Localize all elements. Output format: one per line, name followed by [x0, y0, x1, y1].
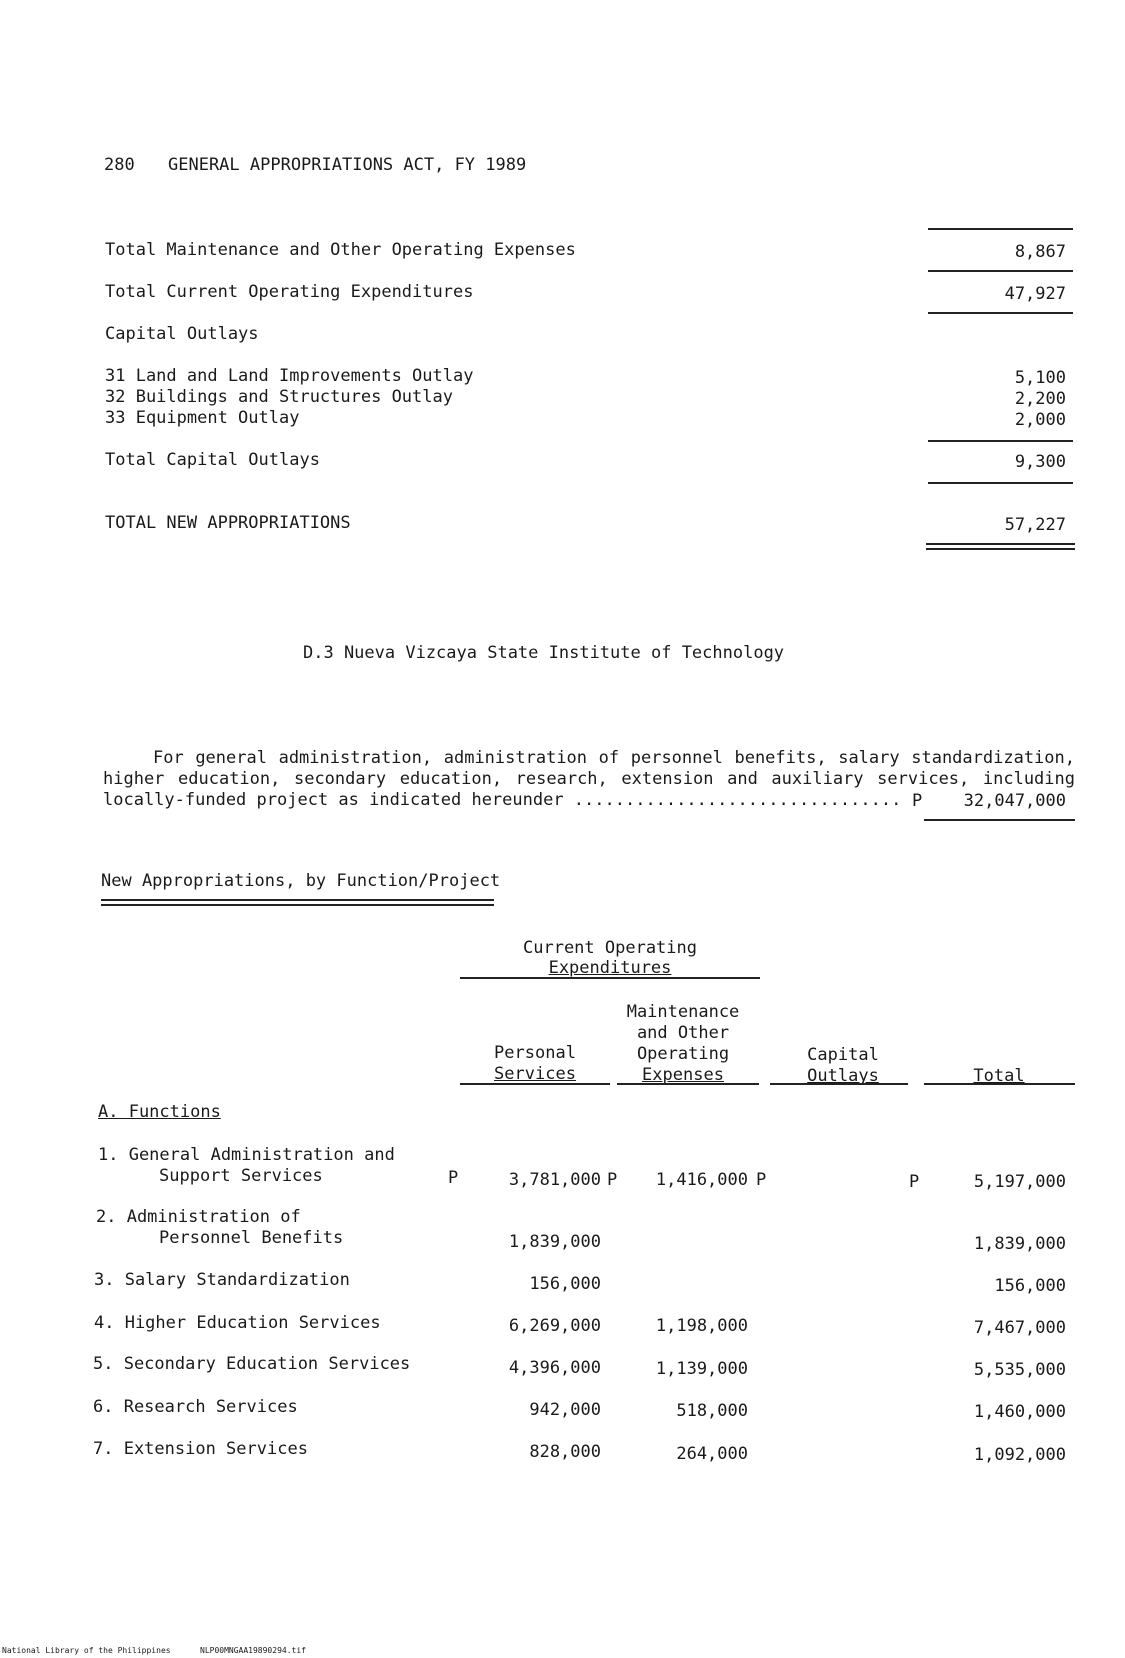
- peso-sign: P: [448, 1168, 459, 1188]
- section-amount: 32,047,000: [963, 791, 1066, 811]
- mooe-value: 264,000: [676, 1444, 748, 1464]
- page-header-title: GENERAL APPROPRIATIONS ACT, FY 1989: [168, 155, 527, 175]
- capital-item-value: 2,000: [1014, 410, 1066, 430]
- group-header-line1: Current Operating: [523, 938, 697, 958]
- row-label-line1: 1. General Administration and: [98, 1145, 395, 1165]
- rule: [460, 977, 760, 979]
- rule: [460, 1083, 610, 1085]
- peso-sign: P: [909, 1172, 920, 1192]
- col-total: Total: [973, 1066, 1025, 1086]
- peso-sign: P: [607, 1170, 618, 1190]
- total-value: 1,839,000: [973, 1234, 1066, 1254]
- total-new-appropriations-value: 57,227: [1004, 515, 1066, 535]
- capital-outlays-heading: Capital Outlays: [105, 324, 259, 344]
- section-paragraph: [103, 748, 1075, 811]
- col-ps-line2: Services: [494, 1064, 576, 1084]
- col-mooe-line2: and Other: [636, 1023, 730, 1043]
- total-new-appropriations-label: TOTAL NEW APPROPRIATIONS: [105, 513, 351, 533]
- capital-item-label: 31 Land and Land Improvements Outlay: [105, 366, 474, 386]
- double-rule: [926, 543, 1075, 550]
- ps-value: 3,781,000: [508, 1170, 601, 1190]
- functions-label: A. Functions: [98, 1102, 221, 1122]
- paragraph-text: For general administration, administration of personnel benefits, salary standardization, higher education, secondary education, research, extension and auxiliary services, including locally-funded project as indicated hereunder ................................: [103, 748, 1075, 810]
- mooe-value: 1,198,000: [655, 1316, 748, 1336]
- total-capital-value: 9,300: [1014, 452, 1066, 472]
- capital-item-label: 33 Equipment Outlay: [105, 408, 300, 428]
- row-label-line1: 2. Administration of: [96, 1207, 301, 1227]
- mooe-value: 518,000: [676, 1401, 748, 1421]
- total-value: 5,535,000: [973, 1360, 1066, 1380]
- total-value: 5,197,000: [973, 1172, 1066, 1192]
- row-label-line1: 5. Secondary Education Services: [93, 1354, 411, 1374]
- footer-library: National Library of the Philippines: [2, 1646, 171, 1655]
- total-mooe-label: Total Maintenance and Other Operating Expenses: [105, 240, 576, 260]
- section-title: D.3 Nueva Vizcaya State Institute of Technology: [303, 643, 785, 663]
- col-co-line1: Capital: [807, 1045, 879, 1065]
- row-label-line1: 7. Extension Services: [93, 1439, 308, 1459]
- rule: [924, 819, 1075, 821]
- total-capital-label: Total Capital Outlays: [105, 450, 320, 470]
- col-mooe-line4: Expenses: [642, 1065, 724, 1085]
- total-current-opex-label: Total Current Operating Expenditures: [105, 282, 474, 302]
- row-label-line1: 4. Higher Education Services: [94, 1313, 381, 1333]
- mooe-value: 1,416,000: [655, 1170, 748, 1190]
- page-number: 280: [104, 155, 135, 175]
- capital-item-value: 5,100: [1014, 368, 1066, 388]
- total-mooe-value: 8,867: [1014, 242, 1066, 262]
- capital-item-label: 32 Buildings and Structures Outlay: [105, 387, 453, 407]
- total-value: 7,467,000: [973, 1318, 1066, 1338]
- rule: [928, 228, 1073, 230]
- table-heading: New Appropriations, by Function/Project: [101, 871, 501, 891]
- rule: [617, 1083, 759, 1085]
- col-ps-line1: Personal: [494, 1043, 576, 1063]
- ps-value: 828,000: [529, 1442, 601, 1462]
- footer-file: NLP00MNGAA19890294.tif: [200, 1646, 306, 1655]
- row-label-line2: Personnel Benefits: [159, 1228, 344, 1248]
- ps-value: 6,269,000: [508, 1316, 601, 1336]
- ps-value: 156,000: [529, 1274, 601, 1294]
- rule: [928, 270, 1073, 272]
- total-value: 156,000: [994, 1276, 1066, 1296]
- peso-sign: P: [756, 1170, 767, 1190]
- rule: [928, 440, 1073, 442]
- total-current-opex-value: 47,927: [1004, 284, 1066, 304]
- group-header-line2: Expenditures: [548, 958, 672, 978]
- row-label-line2: Support Services: [159, 1166, 323, 1186]
- total-value: 1,092,000: [973, 1445, 1066, 1465]
- rule: [770, 1083, 908, 1085]
- total-value: 1,460,000: [973, 1402, 1066, 1422]
- rule: [924, 1083, 1075, 1085]
- rule: [928, 482, 1073, 484]
- col-mooe-line1: Maintenance: [626, 1002, 740, 1022]
- ps-value: 942,000: [529, 1400, 601, 1420]
- col-co-line2: Outlays: [807, 1066, 879, 1086]
- ps-value: 1,839,000: [508, 1232, 601, 1252]
- double-rule: [101, 899, 494, 906]
- rule: [928, 312, 1073, 314]
- capital-item-value: 2,200: [1014, 389, 1066, 409]
- peso-sign: P: [912, 791, 923, 811]
- ps-value: 4,396,000: [508, 1358, 601, 1378]
- row-label-line1: 3. Salary Standardization: [94, 1270, 350, 1290]
- row-label-line1: 6. Research Services: [93, 1397, 298, 1417]
- mooe-value: 1,139,000: [655, 1359, 748, 1379]
- col-mooe-line3: Operating: [636, 1044, 730, 1064]
